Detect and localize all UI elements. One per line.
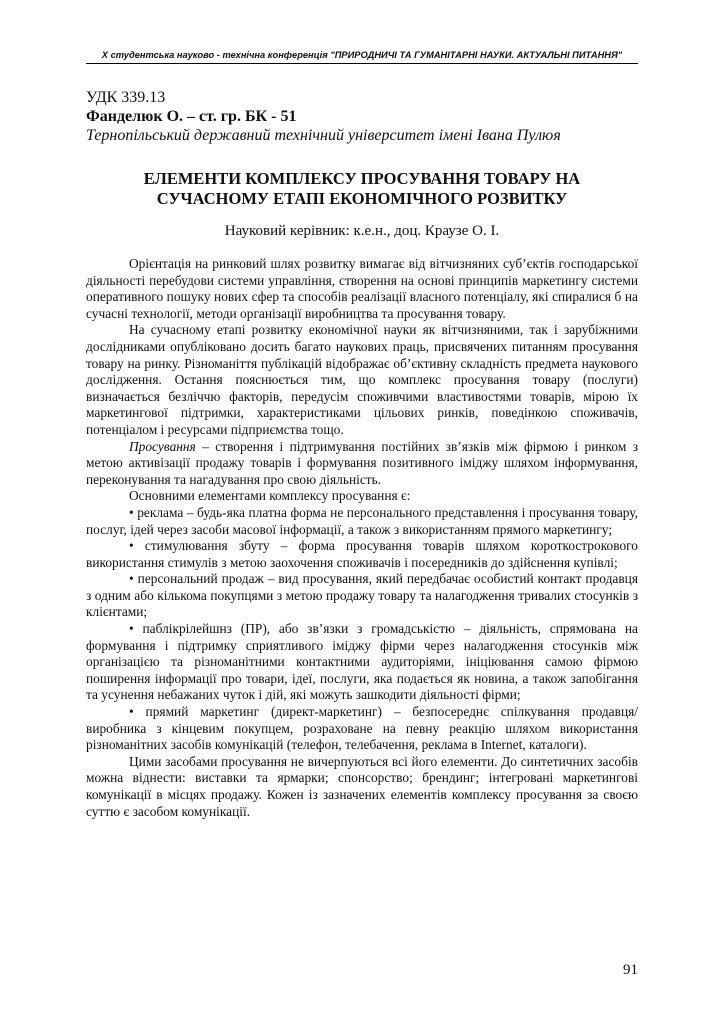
title-line-2: СУЧАСНОМУ ЕТАПІ ЕКОНОМІЧНОГО РОЗВИТКУ (156, 189, 568, 208)
title-line-1: ЕЛЕМЕНТИ КОМПЛЕКСУ ПРОСУВАННЯ ТОВАРУ НА (143, 169, 581, 188)
author-line: Фанделюк О. – ст. гр. БК - 51 (86, 108, 297, 125)
article-body (86, 256, 638, 820)
paragraph-5: Цими засобами просування не вичерпуються всі його елементи. До синтетичних засобів можна віднести: виставки та ярмарки; спонсорство; брендинг; інтегровані маркетингові комунікації в місцях продажу. Кожен із зазначених елементів комплексу просування за своєю суттю є засобом комунікації. (86, 753, 638, 819)
article-title (86, 169, 638, 209)
bullet-item: • стимулювання збуту – форма просування товарів шляхом короткострокового використання стимулів з метою заохочення споживачів і посередників до здійснення купівлі; (86, 538, 638, 570)
udk-code: УДК 339.13 (86, 89, 166, 106)
paragraph-4: Основними елементами комплексу просування є: (129, 488, 411, 504)
bullet-item: • прямий маркетинг (директ-маркетинг) – безпосереднє спілкування продавця/виробника з кінцевим покупцем, розраховане на певну реакцію шляхом використання різноманітних засобів комунікацій (телефон, телебачення, реклама в Internet, каталоги). (86, 704, 638, 753)
page-number: 91 (623, 962, 638, 978)
supervisor-line: Науковий керівник: к.е.н., доц. Краузе О. І. (224, 223, 500, 239)
bullet-item: • реклама – будь-яка платна форма не персонального представлення і просування товару, послуг, ідей через засоби масової інформації, а також з використанням прямого маркетингу; (86, 504, 638, 537)
running-header: X студентська науково - технічна конференція "ПРИРОДНИЧІ ТА ГУМАНІТАРНІ НАУКИ. АКТУАЛЬНІ ПИТАННЯ" (86, 50, 638, 64)
bullet-item: • персональний продаж – вид просування, який передбачає особистий контакт продавця з одним або кількома покупцями з метою продажу товару та налагодження тривалих стосунків з клієнтами; (86, 571, 638, 620)
bullet-item: • паблікрілейшнз (ПР), або зв’язки з громадськістю – діяльність, спрямована на формування і підтримку сприятливого іміджу фірми через налагодження стосунків між організацією та різноманітними контактними аудиторіями, ініціювання самою фірмою поширення інформації про товари, ідеї, послуги, яка подається як новина, а також запобігання та усунення небажаних чуток і дій, які можуть зашкодити діяльності фірми; (86, 621, 638, 703)
paragraph-2: На сучасному етапі розвитку економічної науки як вітчизняними, так і зарубіжними дослідниками опубліковано досить багато наукових праць, присвячених питанням просування товару на ринку. Різноманіття публікацій відображає об’єктивну складність предмета наукового дослідження. Остання пояснюється тим, що комплекс просування товару (послуги) визначається безліччю факторів, передусім споживчими властивостями товарів, мірою їх маркетингової підтримки, характеристиками цільових ринків, поведінкою споживачів, потенціалом і ресурсами підприємства тощо. (86, 322, 638, 437)
affiliation: Тернопільський державний технічний університет імені Івана Пулюя (86, 127, 561, 144)
term-prosuvannia: Просування (129, 438, 196, 454)
paragraph-1: Орієнтація на ринковий шлях розвитку вимагає від вітчизняних суб’єктів господарської діяльності перебудови системи управління, створення на основі принципів маркетингу системи оперативного пошуку нових сфер та способів реалізації власного потенціалу, які спиралися б на сучасні технології, методи організації виробництва та просування товару. (86, 256, 638, 321)
article-meta (86, 88, 638, 145)
paragraph-3-text: – створення і підтримування постійних зв’язків між фірмою і ринком з метою активізації продажу товарів і формування позитивного іміджу шляхом інформування, переконування та нагадування про свою діяльність. (86, 438, 638, 487)
paragraph-3 (86, 439, 638, 489)
